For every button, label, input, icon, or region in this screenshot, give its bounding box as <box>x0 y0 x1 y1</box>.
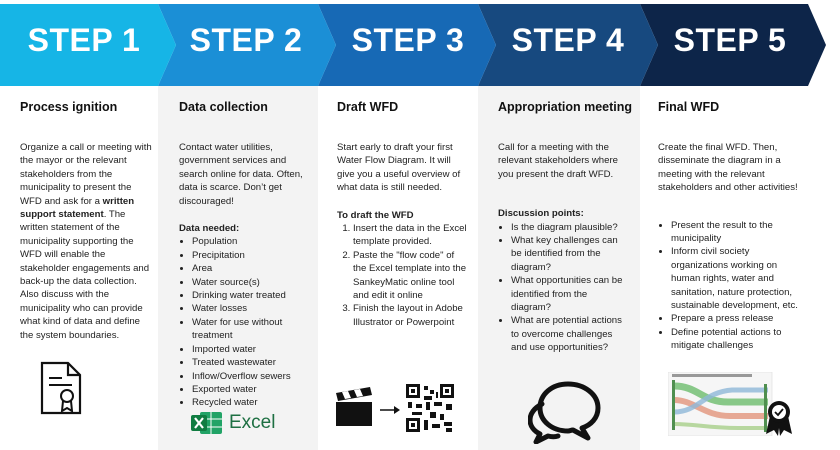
step-2-list-item: • Population <box>192 235 307 248</box>
step-3-heading: Draft WFD <box>337 100 399 114</box>
step-1-heading: Process ignition <box>20 100 118 114</box>
arrow-right-icon <box>380 406 400 414</box>
step-2-list-item: • Recycled water <box>192 396 307 409</box>
step-1-bold-phrase: written support statement <box>20 195 135 221</box>
step-2-body <box>179 141 307 410</box>
certificate-document-icon <box>38 360 84 421</box>
step-1-paragraph: Organize a call or meeting with the mayor or the relevant stakeholders from the municipality to present the WFD and ask for a written support statement. The written statement of the municipality supporting the WFD will enable the stakeholder engagements and back-up the data collection. Also discuss with the municipality who can provide what kind of data and define the system boundaries. <box>20 142 152 341</box>
step-3-list-item: 1. Insert the data in the Excel template provided. <box>353 222 467 249</box>
step-5-list-item: • Prepare a press release <box>671 312 800 325</box>
step-5-title: STEP 5 <box>673 22 787 58</box>
step-4-list-item: • What opportunities can be identified from the diagram? <box>511 274 626 314</box>
step-2-list-item: • Water losses <box>192 302 307 315</box>
step-2-paragraph: Contact water utilities, government services and search online for data. Often, data is scarce. Don’t get discouraged! <box>179 142 303 207</box>
step-2-list-item: • Water source(s) <box>192 276 307 289</box>
speech-bubbles-icon <box>528 378 608 449</box>
step-3-title: STEP 3 <box>351 22 465 58</box>
step-4-list-item: • Is the diagram plausible? <box>511 221 626 234</box>
award-badge-icon <box>766 401 792 436</box>
step-5-list <box>658 219 800 353</box>
step-4-heading: Appropriation meeting <box>498 100 633 114</box>
step-4-list <box>498 221 626 355</box>
step-5-body <box>658 141 800 353</box>
step-3-list-title: To draft the WFD <box>337 209 414 221</box>
step-5-heading: Final WFD <box>658 100 720 114</box>
step-1-body <box>20 141 152 342</box>
step-2-list-item: • Precipitation <box>192 249 307 262</box>
step-5-list-item: • Define potential actions to mitigate challenges <box>671 326 800 353</box>
step-4-body <box>498 141 626 355</box>
step-3-body <box>337 141 467 329</box>
step-3-list-item: 2. Paste the "flow code" of the Excel template into the SankeyMatic online tool and edit it online <box>353 249 467 303</box>
step-2-list-title: Data needed: <box>179 223 240 235</box>
step-4-list-item: • What are potential actions to overcome challenges and use opportunities? <box>511 314 626 354</box>
step-2-list <box>179 235 307 409</box>
step-4-title: STEP 4 <box>511 22 625 58</box>
step-4-list-title: Discussion points: <box>498 208 584 220</box>
excel-logo-text: Excel <box>229 412 276 433</box>
step-2-heading: Data collection <box>179 100 268 114</box>
step-2-list-item: • Drinking water treated <box>192 289 307 302</box>
step-3-paragraph: Start early to draft your first Water Flow Diagram. It will give you a useful overview of what data is still needed. <box>337 142 461 194</box>
qr-code-icon <box>406 384 454 432</box>
step-4-paragraph: Call for a meeting with the relevant stakeholders where you present the draft WFD. <box>498 142 618 180</box>
excel-logo-icon <box>190 410 224 441</box>
flow-diagram-badge-icon <box>668 372 802 441</box>
step-1-title: STEP 1 <box>27 22 141 58</box>
step-2-list-item: • Exported water <box>192 383 307 396</box>
step-2-list-item: • Treated wastewater <box>192 356 307 369</box>
step-5-list-item: • Present the result to the municipality <box>671 219 800 246</box>
step-2-list-item: • Water for use without treatment <box>192 316 307 343</box>
step-4-list-item: • What key challenges can be identified from the diagram? <box>511 234 626 274</box>
step-3-list-item: 3. Finish the layout in Adobe Illustrator or Powerpoint <box>353 302 467 329</box>
clapperboard-qr-code-icon <box>334 384 458 439</box>
step-2-list-item: • Inflow/Overflow sewers <box>192 370 307 383</box>
step-3-list <box>337 222 467 329</box>
step-2-title: STEP 2 <box>189 22 303 58</box>
clapperboard-icon <box>336 387 372 426</box>
step-5-list-item: • Inform civil society organizations working on human rights, water and sanitation, nature protection, sustainable development, etc. <box>671 245 800 312</box>
step-2-list-item: • Area <box>192 262 307 275</box>
step-5-paragraph: Create the final WFD. Then, disseminate the diagram in a meeting with the relevant stakeholders and other activities! <box>658 142 798 194</box>
step-2-list-item: • Imported water <box>192 343 307 356</box>
